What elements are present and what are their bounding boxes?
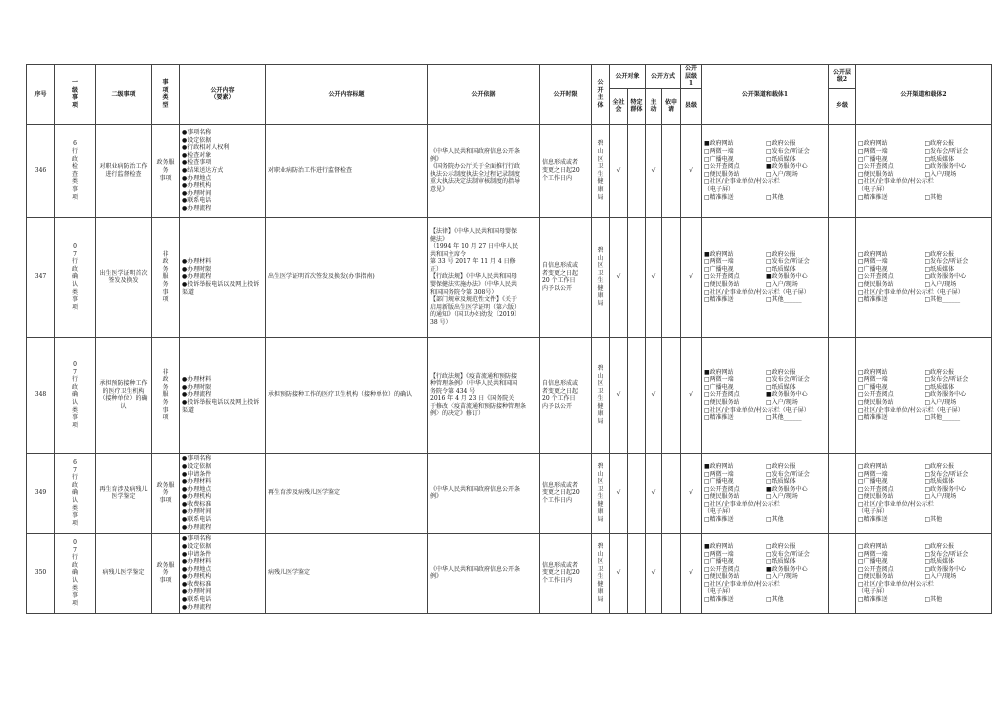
channel-option: □入户/现场 [924,399,957,407]
table-row [27,124,992,217]
channel-option: □入户/现场 [766,170,798,178]
channel-option: □政府公报 [766,140,796,148]
row-method-active: √ [646,337,662,453]
content-item: ●办理机构 [182,573,212,581]
row-channel1 [702,533,829,613]
channel-option: □发布会/听证会 [766,550,810,558]
row-method-request [662,337,681,453]
channel-option: □公开查阅点 [858,391,894,399]
row-level-town [829,453,856,533]
channel-option: □便民服务站 [704,573,740,581]
row-channel1 [702,453,829,533]
row-level-town [829,217,856,337]
channel-option: □政府公报 [924,542,955,550]
row-level-county: √ [681,337,702,453]
table-row [27,217,992,337]
content-item: ●办理地点 [182,174,212,182]
row-method-request [662,453,681,533]
row-target-all: √ [610,217,628,337]
content-item: ●申请条件 [182,470,212,478]
channel-option: □广播电视 [704,155,734,163]
channel-option: □广播电视 [704,383,734,391]
table-row [27,337,992,453]
channel-option: □社区/企事业单位/村公示栏（电子屏） [858,288,964,296]
header-level2-item: 二级事项 [96,65,152,125]
channel-option: □社区/企事业单位/村公示栏 [858,500,934,508]
content-item: ●办理流程 [182,204,212,212]
channel-option: □政府网站 [858,462,888,470]
header-level1: 公开 层级1 [681,65,702,89]
channel-option: □广播电视 [704,478,734,486]
channel-option: □纸质媒体 [766,383,796,391]
header-channel1: 公开渠道和载体1 [702,65,829,125]
row-subject: 碧 山 区 卫 生 健 康 局 [592,453,610,533]
channel-option: □社区/企事业单位/村公示栏（电子屏） [704,406,810,414]
row-method-request [662,124,681,217]
channel-option: □入户/现场 [766,573,798,581]
channel-option: □广播电视 [858,558,888,566]
row-level2-item: 对职业病防治工作 进行监督检查 [96,124,152,217]
channel-option: □纸质媒体 [924,265,955,273]
channel-option: □公开查阅点 [704,485,740,493]
channel-option: □社区/企事业单位/村公示栏（电子屏） [858,406,964,414]
channel-option: □广播电视 [858,478,888,486]
channel-option: □政府公报 [766,250,796,258]
channel-option: □政府公报 [766,368,796,376]
content-item: ●办理时间 [182,508,212,516]
content-item: ●办理材料 [182,258,212,266]
row-basis: 《中华人民共和国政府信息公开条 例》 [428,533,540,613]
content-item: ●联系电话 [182,197,212,205]
content-item: ●申请条件 [182,550,212,558]
content-item: 渠道 [182,406,195,414]
row-seq: 347 [27,217,55,337]
channel-option: □便民服务站 [858,573,894,581]
channel-option: □社区/企事业单位/村公示栏 [704,178,780,186]
content-item: ●设定依据 [182,542,212,550]
row-subject: 碧 山 区 卫 生 健 康 局 [592,124,610,217]
row-item-type: 政务服务 事项 [152,533,180,613]
row-channel2 [856,533,992,613]
channel-option: □公开查阅点 [704,273,740,281]
channel-option: □精准推送 [858,296,888,304]
row-content-list [180,453,266,533]
content-item: ●设定依据 [182,136,212,144]
channel-option: □发布会/听证会 [924,148,969,155]
content-item: ●办理流程 [182,523,212,531]
channel-option: （电子屏） [704,508,735,516]
channel-option: □纸质媒体 [924,478,955,486]
channel-option: □发布会/听证会 [924,258,969,266]
row-seq: 346 [27,124,55,217]
row-target-specific [628,217,646,337]
header-content: 公开内容 （要素） [180,65,266,125]
row-level-town [829,124,856,217]
content-item: ●投诉举报电话以及网上投诉 [182,281,260,289]
row-level-county: √ [681,533,702,613]
content-item: ●办理材料 [182,376,212,384]
row-level-town [829,337,856,453]
channel-option: □社区/企事业单位/村公示栏（电子屏） [704,288,810,296]
channel-option: □政府公报 [924,250,955,258]
channel-option: □纸质媒体 [766,558,796,566]
row-channel1 [702,217,829,337]
row-item-type: 非 政 务 服 务 事 项 [152,217,180,337]
row-target-all: √ [610,533,628,613]
channel-option: □便民服务站 [858,170,894,178]
channel-option: □公开查阅点 [704,391,740,399]
row-channel2 [856,453,992,533]
header-level2: 公开层 级2 [829,65,856,89]
channel-option: □两微一端 [858,258,888,266]
channel-option: □纸质媒体 [766,155,796,163]
row-channel2 [856,217,992,337]
content-item: ●办理材料 [182,558,212,566]
content-item: ●办理流程 [182,391,212,399]
channel-option: □入户/现场 [766,281,798,289]
content-item: ●收费标准 [182,500,212,508]
row-method-active: √ [646,217,662,337]
row-target-all: √ [610,337,628,453]
channel-option: □入户/现场 [766,493,798,501]
channel-option: □其他 [924,193,943,201]
header-subject: 公 开 主 体 [592,65,610,125]
row-channel2 [856,337,992,453]
channel-option: ■政务服务中心 [766,391,808,399]
channel-option: □精准推送 [858,516,888,524]
row-basis: 《中华人民共和国政府信息公开条 例》 《国务院办公厅关于全面推行行政 执法公示制度执法全过程记录制度 重大执法决定法制审核制度的指导 意见》 [428,124,540,217]
row-seq: 350 [27,533,55,613]
channel-option: ■政务服务中心 [766,273,808,281]
content-item: ●联系电话 [182,516,212,524]
channel-option: □公开查阅点 [858,163,894,171]
channel-option: □纸质媒体 [924,558,955,566]
content-item: ●设定依据 [182,462,212,470]
header-method: 公开方式 [646,65,681,89]
channel-option: □社区/企事业单位/村公示栏 [704,500,780,508]
channel-option: □其他 [766,596,784,604]
channel-option: □精准推送 [704,296,734,304]
channel-option: □政府公报 [924,462,955,470]
row-level2-item: 病残儿医学鉴定 [96,533,152,613]
channel-option: □两微一端 [858,148,888,155]
row-level-county: √ [681,453,702,533]
header-method-active: 主 动 [646,88,662,124]
content-item: ●结果送达方式 [182,166,224,174]
channel-option: □便民服务站 [858,399,894,407]
row-content-title: 对职业病防治工作进行监督检查 [266,124,428,217]
channel-option: □精准推送 [858,193,888,201]
header-target-specific: 特定 群体 [628,88,646,124]
channel-option: □精准推送 [704,596,734,604]
channel-option: □广播电视 [704,558,734,566]
row-target-specific [628,533,646,613]
channel-option: □其他______ [924,414,961,422]
channel-option: □公开查阅点 [858,485,894,493]
channel-option: ■政府网站 [704,250,734,258]
channel-option: □精准推送 [858,596,888,604]
row-period: 自信息形成或 者变更之日起 20 个工作日 内予以公开 [540,337,592,453]
channel-option: □两微一端 [704,376,734,384]
channel-option: □精准推送 [704,414,734,422]
channel-option: □公开查阅点 [704,163,740,171]
channel-option: ■政府网站 [704,542,734,550]
content-item: ●行政相对人权利 [182,144,230,152]
row-item-type: 政务服务 事项 [152,453,180,533]
row-level1-item: 0 7 行 政 确 认 类 事 项 [55,533,96,613]
row-subject: 碧 山 区 卫 生 健 康 局 [592,533,610,613]
channel-option: □广播电视 [858,383,888,391]
header-basis: 公开依据 [428,65,540,125]
channel-option: □其他 [924,516,943,524]
content-item: ●检查事项 [182,159,212,167]
header-seq: 序号 [27,65,55,125]
row-seq: 349 [27,453,55,533]
channel-option: □入户/现场 [924,170,957,178]
row-period: 信息形成或者 变更之日起20 个工作日内 [540,124,592,217]
channel-option: （电子屏） [858,185,889,193]
row-subject: 碧 山 区 卫 生 健 康 局 [592,217,610,337]
row-method-active: √ [646,453,662,533]
row-content-list [180,533,266,613]
channel-option: □精准推送 [858,414,888,422]
channel-option: □社区/企事业单位/村公示栏 [858,178,934,186]
row-basis: 【行政法规】《疫苗流通和预防接 种管理条例》（中华人民共和国国 务院令第 434 号 2016 年 4 月 23 日《国务院关 于修改〈疫苗流通和预防接种管理条 例〉的决定》修订） [428,337,540,453]
row-target-all: √ [610,124,628,217]
channel-option: □政务服务中心 [924,391,967,399]
channel-option: □入户/现场 [766,399,798,407]
channel-option: □政府网站 [858,140,888,148]
channel-option: □入户/现场 [924,281,957,289]
row-level-county: √ [681,217,702,337]
channel-option: □纸质媒体 [924,155,955,163]
row-period: 信息形成或者 变更之日起20 个工作日内 [540,533,592,613]
header-content-title: 公开内容标题 [266,65,428,125]
channel-option: □发布会/听证会 [766,470,810,478]
channel-option: ■政务服务中心 [766,163,808,171]
row-content-title: 承担预防接种工作的医疗卫生机构（接种单位）的确认 [266,337,428,453]
channel-option: □社区/企事业单位/村公示栏 [704,580,780,588]
row-content-title: 病残儿医学鉴定 [266,533,428,613]
row-method-request [662,533,681,613]
channel-option: □两微一端 [704,470,734,478]
channel-option: □发布会/听证会 [924,550,969,558]
channel-option: □政府公报 [924,140,955,148]
row-basis: 【法律】《中华人民共和国母婴保 健法》 （1994 年 10 月 27 日中华人民 共和国主席令 第 33 号 2017 年 11 月 4 日修 正） 【行政法规】《中华人民共和国母 婴保健法实施办法》（中华人民共 和国国务院令第 308号） 【部门规章及规范性文件】《关于 启用新版出生医学证明（第六版） 的通知》（国卫办妇幼发〔2019〕 38 号） [428,217,540,337]
channel-option: □广播电视 [858,155,888,163]
channel-option: （电子屏） [858,588,889,596]
content-item: ●办理机构 [182,182,212,190]
channel-option: ■政府网站 [704,368,734,376]
row-target-all: √ [610,453,628,533]
content-item: ●办理时限 [182,383,212,391]
channel-option: □其他______ [924,296,961,304]
header-target: 公开对象 [610,65,646,89]
channel-option: □广播电视 [704,265,734,273]
table-row [27,533,992,613]
channel-option: □其他 [924,596,943,604]
content-item: ●办理流程 [182,273,212,281]
channel-option: □社区/企事业单位/村公示栏 [858,580,934,588]
disclosure-table [26,64,992,614]
channel-option: □政府公报 [766,542,796,550]
row-content-title: 出生医学证明首次签发及换发(办事指南) [266,217,428,337]
row-seq: 348 [27,337,55,453]
channel-option: □便民服务站 [704,170,740,178]
channel-option: □纸质媒体 [924,383,955,391]
header-period: 公开时限 [540,65,592,125]
content-item: ●办理流程 [182,603,212,611]
channel-option: □政府网站 [858,250,888,258]
row-method-active: √ [646,533,662,613]
channel-option: □公开查阅点 [858,273,894,281]
channel-option: □纸质媒体 [766,478,796,486]
channel-option: （电子屏） [858,508,889,516]
row-content-title: 再生育涉及病残儿医学鉴定 [266,453,428,533]
channel-option: ■政务服务中心 [766,485,808,493]
channel-option: □其他______ [766,296,802,304]
table-row [27,453,992,533]
channel-option: □精准推送 [704,516,734,524]
row-channel1 [702,124,829,217]
row-subject: 碧 山 区 卫 生 健 康 局 [592,337,610,453]
row-level1-item: 0 7 行 政 确 认 类 事 项 [55,337,96,453]
header-channel2: 公开渠道和载体2 [856,65,992,125]
channel-option: □便民服务站 [858,281,894,289]
channel-option: （电子屏） [704,185,735,193]
row-level2-item: 出生医学证明首次 签发及换发 [96,217,152,337]
channel-option: □入户/现场 [924,573,957,581]
content-item: 渠道 [182,288,195,296]
row-channel2 [856,124,992,217]
row-item-type: 政务服务 事项 [152,124,180,217]
channel-option: □政府公报 [766,462,796,470]
channel-option: □政务服务中心 [924,163,967,171]
row-method-active: √ [646,124,662,217]
channel-option: ■政府网站 [704,140,734,148]
content-item: ●收费标准 [182,580,212,588]
header-level1-item: 一 级 事 项 [55,65,96,125]
channel-option: □广播电视 [858,265,888,273]
row-target-specific [628,124,646,217]
row-level1-item: 0 7 行 政 确 认 类 事 项 [55,217,96,337]
content-item: ●办理地点 [182,565,212,573]
content-item: ●投诉举报电话以及网上投诉 [182,399,260,407]
content-item: ●办理地点 [182,485,212,493]
channel-option: □两微一端 [858,470,888,478]
content-item: ●办理材料 [182,478,212,486]
row-level1-item: 6 行 政 检 查 类 事 项 [55,124,96,217]
content-item: ●检查对象 [182,151,212,159]
row-content-list [180,337,266,453]
channel-option: ■政府网站 [704,462,734,470]
channel-option: □精准推送 [704,193,734,201]
row-target-specific [628,453,646,533]
row-basis: 《中华人民共和国政府信息公开条 例》 [428,453,540,533]
channel-option: □入户/现场 [924,493,957,501]
channel-option: □其他 [766,193,784,201]
row-method-request [662,217,681,337]
channel-option: □两微一端 [858,550,888,558]
channel-option: □发布会/听证会 [766,376,810,384]
row-channel1 [702,337,829,453]
header-item-type: 事 项 类 型 [152,65,180,125]
content-item: ●联系电话 [182,596,212,604]
row-target-specific [628,337,646,453]
content-item: ●办理时限 [182,265,212,273]
channel-option: □政府公报 [924,368,955,376]
channel-option: □其他______ [766,414,802,422]
header-method-request: 依申 请 [662,88,681,124]
channel-option: □两微一端 [704,258,734,266]
row-level2-item: 再生育涉及病残儿 医学鉴定 [96,453,152,533]
row-level2-item: 承担预防接种工作 的医疗卫生机构 （接种单位）的确 认 [96,337,152,453]
channel-option: □便民服务站 [704,399,740,407]
channel-option: □便民服务站 [704,493,740,501]
row-content-list [180,217,266,337]
channel-option: □便民服务站 [858,493,894,501]
header-target-all: 全社 会 [610,88,628,124]
content-item: ●办理机构 [182,493,212,501]
channel-option: □纸质媒体 [766,265,796,273]
content-item: ●办理时间 [182,588,212,596]
channel-option: □便民服务站 [704,281,740,289]
channel-option: □发布会/听证会 [924,376,969,384]
row-level1-item: 6 7 行 政 确 认 类 事 项 [55,453,96,533]
row-period: 信息形成或者 变更之日起20 个工作日内 [540,453,592,533]
channel-option: □两微一端 [858,376,888,384]
row-period: 自信息形成或 者变更之日起 20 个工作日 内予以公开 [540,217,592,337]
channel-option: □政府网站 [858,542,888,550]
content-item: ●办理时间 [182,189,212,197]
channel-option: □政务服务中心 [924,273,967,281]
row-level-county: √ [681,124,702,217]
channel-option: □其他 [766,516,784,524]
header-level-county: 县级 [681,88,702,124]
row-level-town [829,533,856,613]
channel-option: □发布会/听证会 [924,470,969,478]
channel-option: □两微一端 [704,550,734,558]
channel-option: □政府网站 [858,368,888,376]
channel-option: □公开查阅点 [704,565,740,573]
content-item: ●事项名称 [182,455,212,463]
content-item: ●事项名称 [182,129,212,137]
row-content-list [180,124,266,217]
channel-option: □两微一端 [704,148,734,155]
channel-option: □政务服务中心 [924,485,967,493]
channel-option: □政务服务中心 [924,565,967,573]
header-level-town: 乡级 [829,88,856,124]
channel-option: ■政务服务中心 [766,565,808,573]
row-item-type: 非 政 务 服 务 事 项 [152,337,180,453]
channel-option: □公开查阅点 [858,565,894,573]
channel-option: （电子屏） [704,588,735,596]
channel-option: □发布会/听证会 [766,148,810,155]
content-item: ●事项名称 [182,535,212,543]
channel-option: □发布会/听证会 [766,258,810,266]
